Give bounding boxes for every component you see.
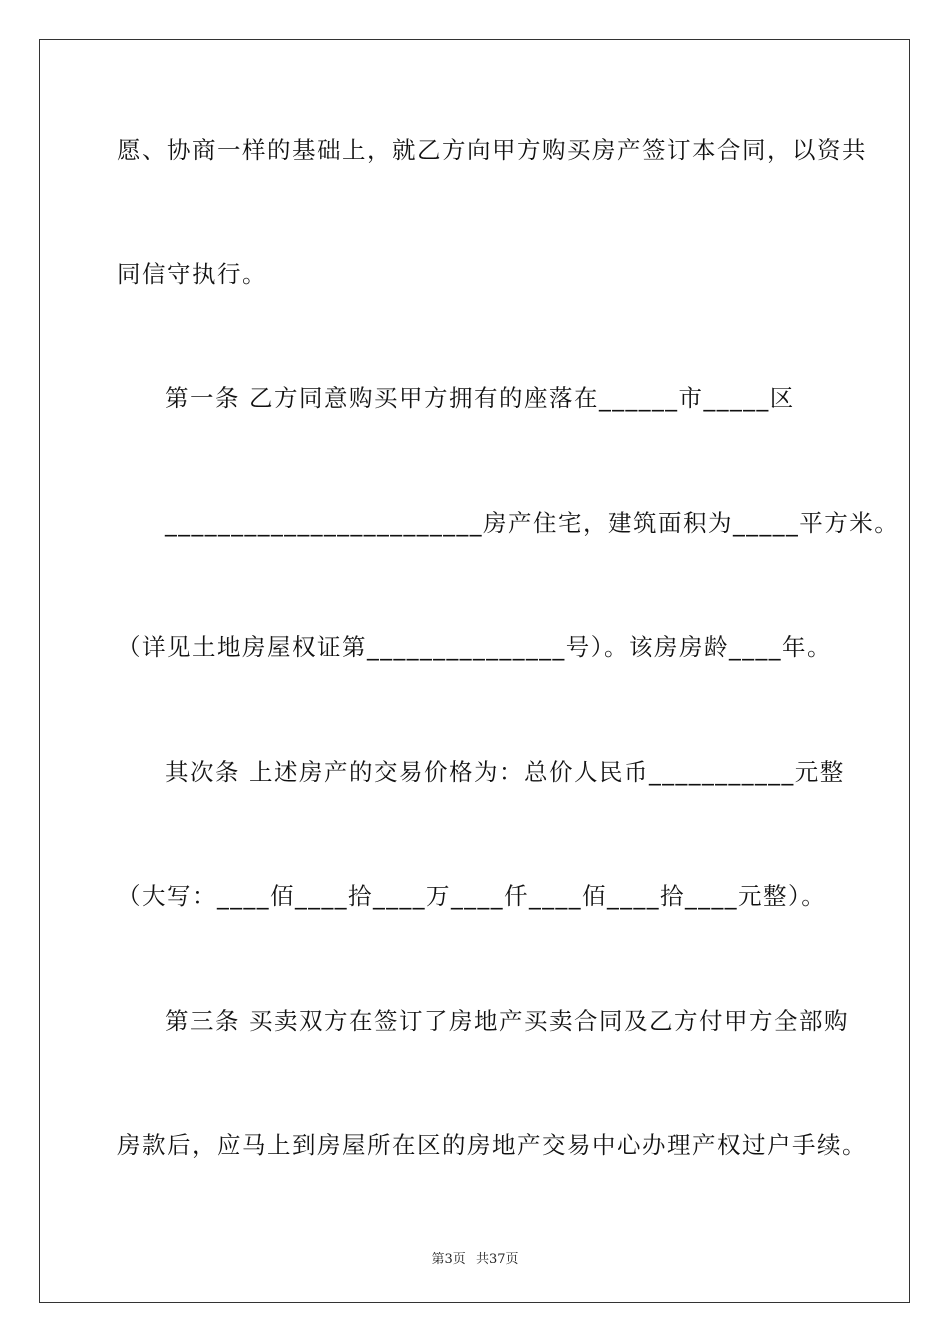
article-2-line-2: （大写：____佰____拾____万____仟____佰____拾____元整）。 bbox=[117, 882, 827, 910]
page-number: 第3页 bbox=[431, 1252, 466, 1267]
page-total: 共37页 bbox=[475, 1252, 519, 1267]
article-3-line-1: 第三条 买卖双方在签订了房地产买卖合同及乙方付甲方全部购 bbox=[165, 1007, 849, 1035]
article-3-line-2: 房款后，应马上到房屋所在区的房地产交易中心办理产权过户手续。 bbox=[117, 1131, 867, 1159]
page-border bbox=[39, 39, 910, 1303]
article-1-line-1: 第一条 乙方同意购买甲方拥有的座落在______市_____区 bbox=[165, 384, 795, 412]
paragraph-line-1: 愿、协商一样的基础上，就乙方向甲方购买房产签订本合同，以资共 bbox=[117, 136, 867, 164]
page-footer bbox=[0, 1248, 950, 1267]
article-1-line-2: ________________________房产住宅，建筑面积为_____平方米。 bbox=[165, 509, 900, 537]
article-2-line-1: 其次条 上述房产的交易价格为：总价人民币___________元整 bbox=[165, 758, 845, 786]
paragraph-line-2: 同信守执行。 bbox=[117, 260, 267, 288]
article-1-line-3: （详见土地房屋权证第_______________号）。该房房龄____年。 bbox=[117, 633, 832, 661]
